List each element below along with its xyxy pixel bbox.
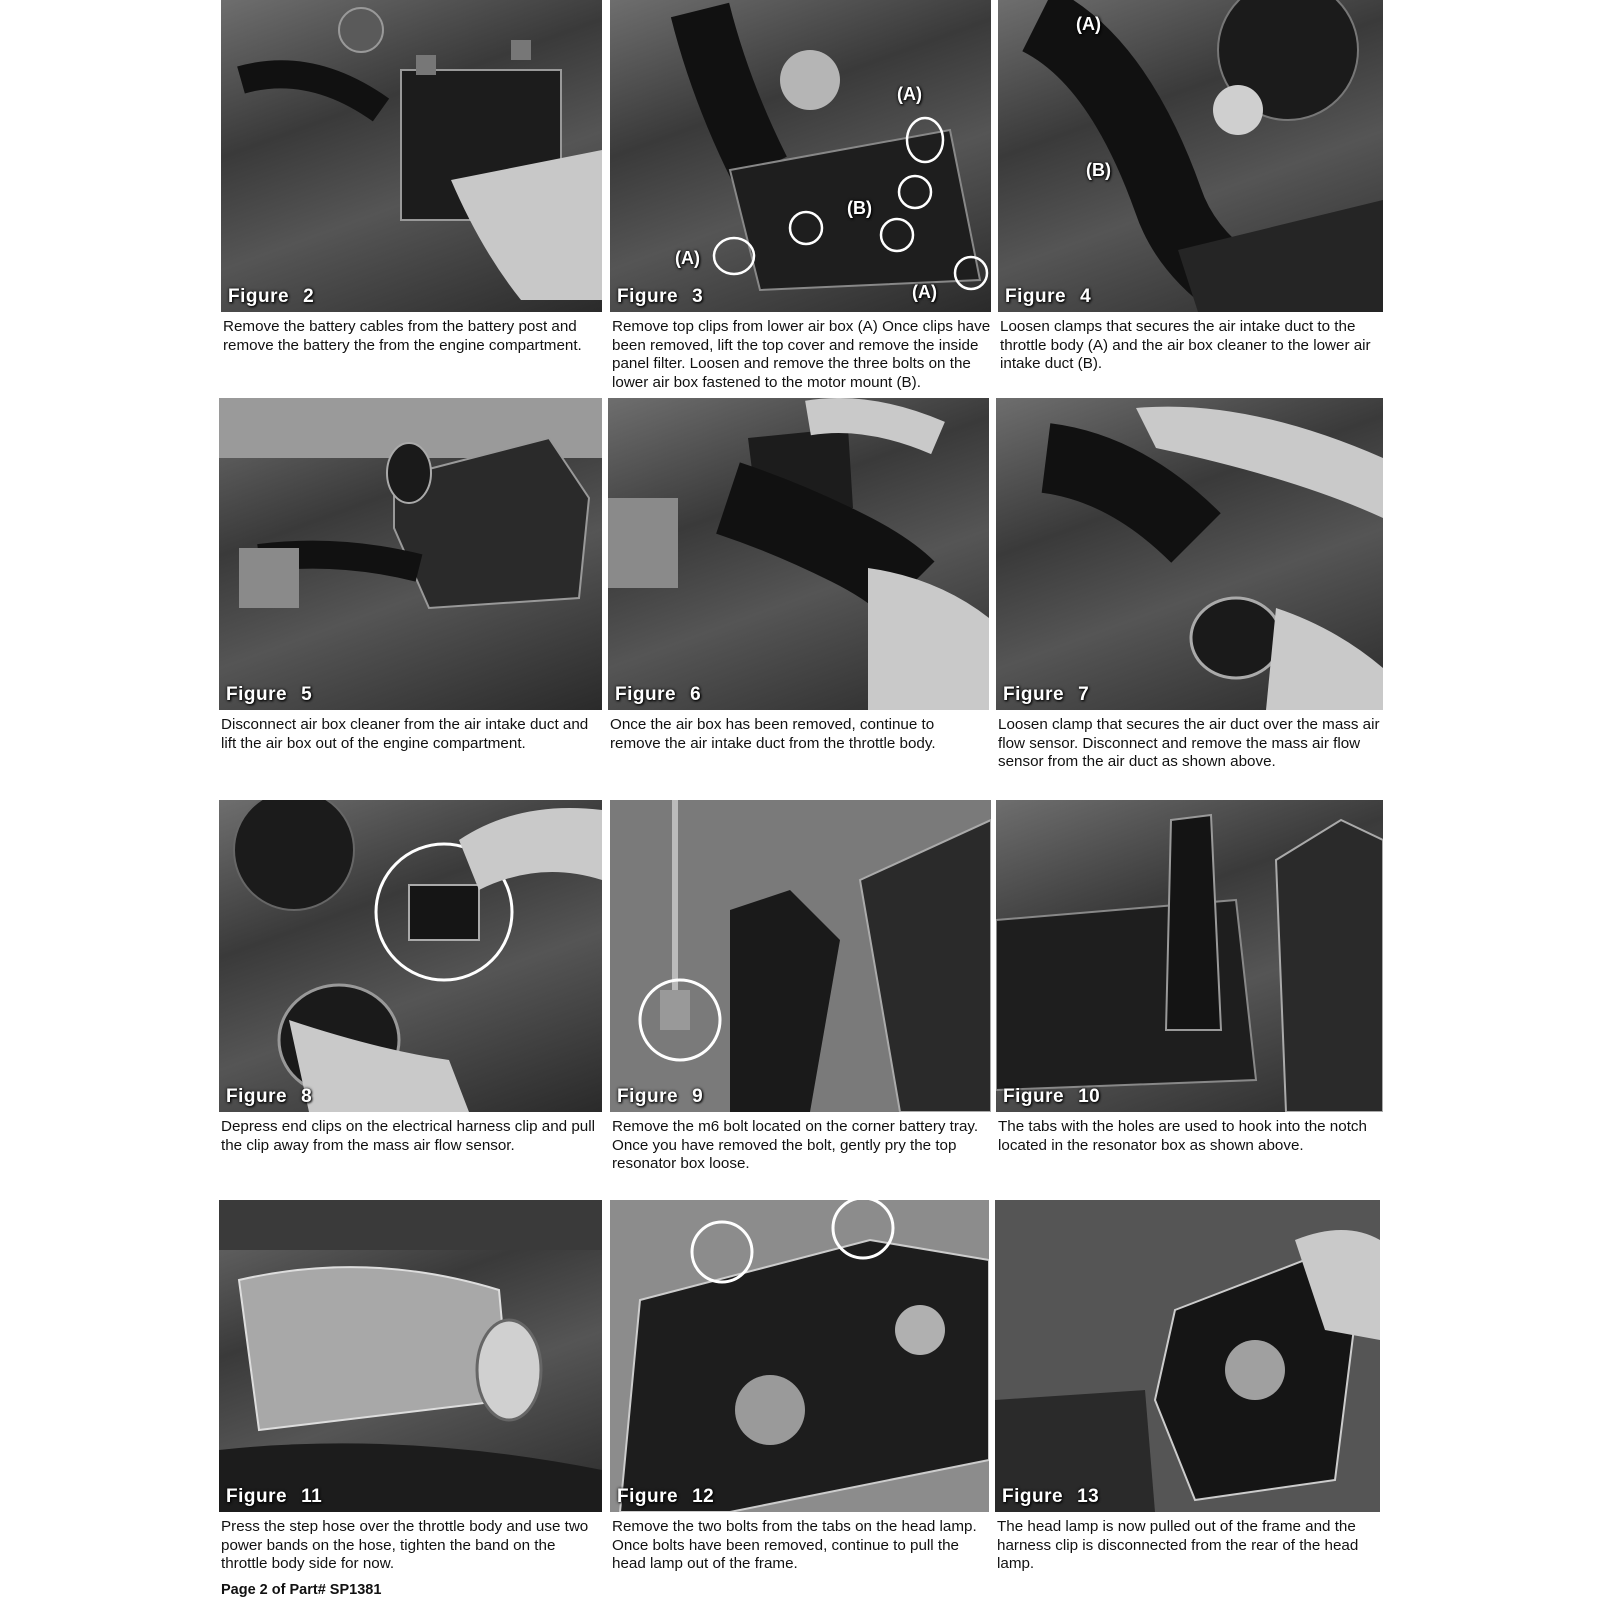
figure-5-photo: [219, 398, 602, 710]
figure-8-caption: Depress end clips on the electrical harness clip and pull the clip away from the mass air flow sensor.: [221, 1118, 595, 1154]
figure-8-label: Figure 8: [226, 1086, 313, 1107]
figure-2-label: Figure 2: [228, 286, 315, 307]
figure-6: [608, 398, 989, 782]
figure-3-callout-a-left: (A): [675, 248, 700, 268]
figure-10-photo: [996, 800, 1383, 1112]
figure-7: [996, 398, 1383, 782]
figure-3-callout-a-right: (A): [912, 282, 937, 302]
figure-4-caption: Loosen clamps that secures the air intake duct to the throttle body (A) and the air box cleaner to the lower air intake duct (B).: [1000, 318, 1371, 372]
figure-12-label: Figure 12: [617, 1486, 715, 1507]
figure-10-caption: The tabs with the holes are used to hook into the notch located in the resonator box as shown above.: [998, 1118, 1367, 1154]
figure-9: [610, 800, 991, 1182]
figure-12: [610, 1200, 989, 1580]
figure-7-label: Figure 7: [1003, 684, 1090, 705]
figure-13-photo: [995, 1200, 1380, 1512]
figure-11-caption: Press the step hose over the throttle body and use two power bands on the hose, tighten the band on the throttle body side for now.: [221, 1518, 589, 1572]
figure-4-label: Figure 4: [1005, 286, 1092, 307]
page-footer: Page 2 of Part# SP1381: [221, 1582, 382, 1598]
figure-4-photo: [998, 0, 1383, 312]
figure-13: [995, 1200, 1380, 1580]
figure-13-caption: The head lamp is now pulled out of the frame and the harness clip is disconnected from the rear of the head lamp.: [997, 1518, 1359, 1572]
figure-11-label: Figure 11: [226, 1486, 323, 1507]
figure-3-callout-a-top: (A): [897, 84, 922, 104]
figure-7-caption: Loosen clamp that secures the air duct over the mass air flow sensor. Disconnect and remove the mass air flow sensor from the air duct as shown above.: [998, 716, 1380, 770]
figure-8-photo: [219, 800, 602, 1112]
figure-4-callout-b: (B): [1086, 160, 1111, 180]
figure-2-caption: Remove the battery cables from the battery post and remove the battery the from the engine compartment.: [223, 318, 582, 354]
figure-3-callout-b: (B): [847, 198, 872, 218]
figure-6-label: Figure 6: [615, 684, 702, 705]
figure-8: [219, 800, 602, 1182]
figure-2: [221, 0, 602, 400]
figure-11: [219, 1200, 602, 1580]
figure-5: [219, 398, 602, 782]
figure-3: [610, 0, 991, 400]
figure-10-label: Figure 10: [1003, 1086, 1101, 1107]
figure-10: [996, 800, 1383, 1182]
figure-4-callout-a: (A): [1076, 14, 1101, 34]
figure-4: [998, 0, 1383, 400]
figure-12-photo: [610, 1200, 989, 1512]
figure-11-photo: [219, 1200, 602, 1512]
figure-5-caption: Disconnect air box cleaner from the air intake duct and lift the air box out of the engine compartment.: [221, 716, 589, 752]
figure-9-photo: [610, 800, 991, 1112]
figure-6-photo: [608, 398, 989, 710]
figure-12-caption: Remove the two bolts from the tabs on the head lamp. Once bolts have been removed, continue to pull the head lamp out of the frame.: [612, 1518, 977, 1572]
figure-13-label: Figure 13: [1002, 1486, 1100, 1507]
figure-7-photo: [996, 398, 1383, 710]
figure-5-label: Figure 5: [226, 684, 313, 705]
figure-2-photo: [221, 0, 602, 312]
figure-9-caption: Remove the m6 bolt located on the corner battery tray. Once you have removed the bolt, gently pry the top resonator box loose.: [612, 1118, 979, 1172]
figure-3-caption: Remove top clips from lower air box (A) Once clips have been removed, lift the top cover and remove the inside panel filter. Loosen and remove the three bolts on the lower air box fastened to the motor mount (B).: [612, 318, 991, 391]
figure-3-photo: [610, 0, 991, 312]
figure-3-label: Figure 3: [617, 286, 704, 307]
figure-9-label: Figure 9: [617, 1086, 704, 1107]
figure-6-caption: Once the air box has been removed, continue to remove the air intake duct from the throttle body.: [610, 716, 936, 752]
